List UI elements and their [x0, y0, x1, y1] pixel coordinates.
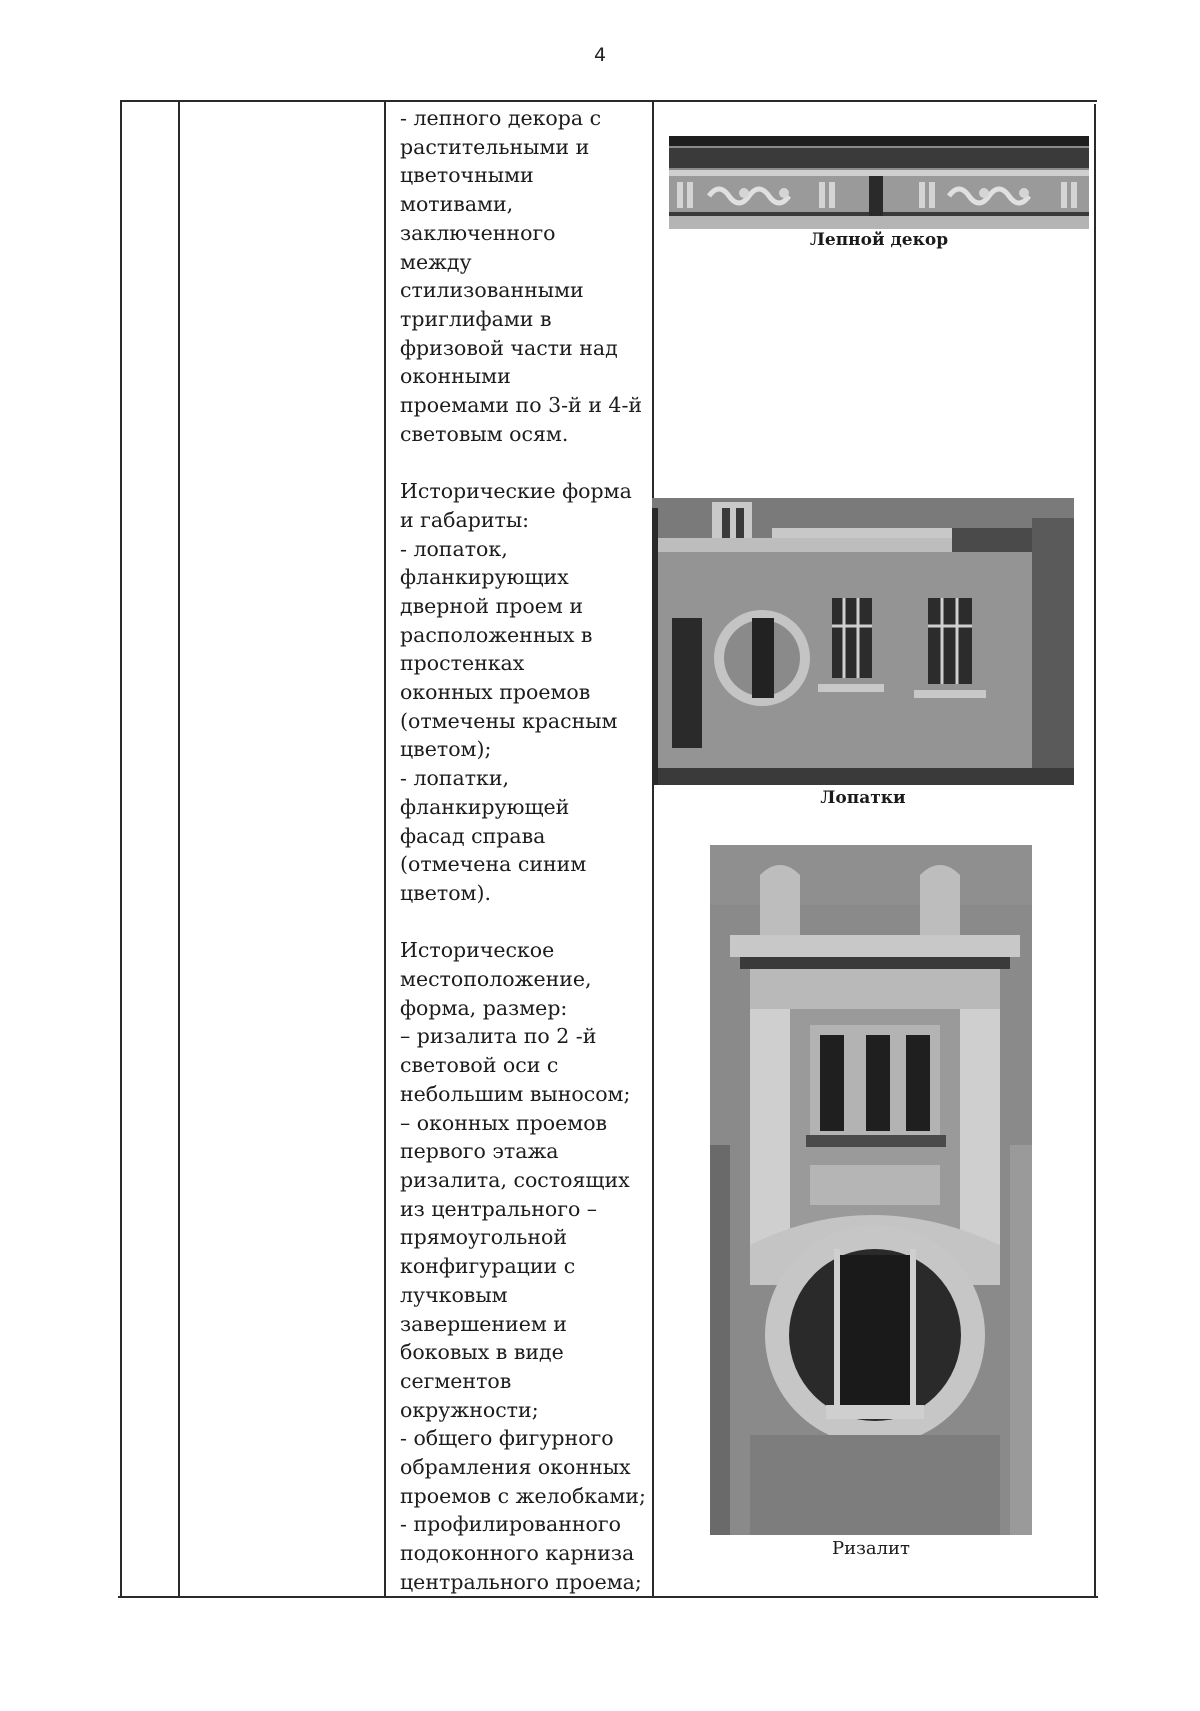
description-line: между	[400, 249, 472, 274]
table-right-border	[1094, 104, 1096, 1597]
description-line: цветочными	[400, 163, 534, 188]
description-line: - лепного декора с	[400, 106, 602, 130]
page-number: 4	[593, 44, 607, 66]
description-line: дверной проем и	[400, 593, 583, 618]
description-line: сегментов	[400, 1368, 512, 1393]
description-line: центрального проема;	[400, 1569, 642, 1594]
facade-pilasters-icon	[652, 498, 1074, 785]
stucco-frieze-icon	[669, 136, 1089, 229]
description-line: - общего фигурного	[400, 1426, 614, 1451]
risalit-photo	[710, 845, 1032, 1535]
stucco-decor-caption: Лепной декор	[809, 230, 949, 250]
description-line: фризовой части над	[400, 335, 618, 360]
description-block-stucco	[400, 104, 652, 448]
description-line: (отмечены красным	[400, 708, 618, 733]
description-line: обрамления оконных	[400, 1455, 631, 1480]
description-line: фланкирующей	[400, 794, 570, 819]
description-line: растительными и	[400, 134, 590, 159]
description-line: фасад справа	[400, 823, 546, 848]
description-block-risalit	[400, 936, 652, 1596]
risalit-caption: Ризалит	[831, 1538, 911, 1559]
table-top-border	[120, 100, 1097, 102]
description-line: цветом).	[400, 880, 491, 905]
description-line: небольшим выносом;	[400, 1081, 631, 1106]
description-line: расположенных в	[400, 622, 593, 647]
pilasters-caption: Лопатки	[820, 788, 906, 808]
description-line: простенках	[400, 651, 525, 676]
description-line: – ризалита по 2 -й	[400, 1024, 597, 1049]
description-line: форма, размер:	[400, 995, 568, 1020]
description-line: местоположение,	[400, 967, 592, 992]
table-col-2-left	[178, 100, 180, 1597]
description-line: стилизованными	[400, 278, 584, 303]
description-line: боковых в виде	[400, 1340, 564, 1365]
description-line: - профилированного	[400, 1512, 621, 1537]
description-line: оконными	[400, 364, 511, 389]
description-line: – оконных проемов	[400, 1110, 608, 1135]
description-line: первого этажа	[400, 1139, 559, 1164]
risalit-icon	[710, 845, 1032, 1535]
description-line: - лопатки,	[400, 766, 510, 791]
pilasters-photo	[652, 498, 1074, 785]
description-line: световым осям.	[400, 421, 569, 446]
description-line: Историческое	[400, 938, 555, 963]
table-col-3-left	[384, 100, 386, 1597]
description-block-pilasters	[400, 477, 652, 908]
description-line: триглифами в	[400, 306, 552, 331]
description-line: световой оси с	[400, 1053, 559, 1078]
description-line: цветом);	[400, 737, 492, 762]
description-line: подоконного карниза	[400, 1541, 635, 1566]
description-line: лучковым	[400, 1282, 508, 1307]
description-line: ризалита, состоящих	[400, 1167, 630, 1192]
description-line: прямоугольной	[400, 1225, 568, 1250]
description-line: фланкирующих	[400, 565, 569, 590]
description-line: завершением и	[400, 1311, 567, 1336]
description-line: - лопаток,	[400, 536, 508, 561]
description-line: Исторические форма	[400, 479, 632, 504]
table-col-4-left	[652, 100, 654, 1597]
description-line: мотивами,	[400, 192, 514, 217]
description-line: и габариты:	[400, 507, 530, 532]
description-line: окружности;	[400, 1397, 539, 1422]
description-line: (отмечена синим	[400, 852, 587, 877]
description-line: проемов с желобками;	[400, 1483, 646, 1508]
description-column	[400, 104, 652, 1597]
table-col-1-left	[120, 100, 122, 1597]
description-line: заключенного	[400, 220, 556, 245]
description-line: из центрального –	[400, 1196, 598, 1221]
stucco-decor-photo	[669, 136, 1089, 229]
description-line: оконных проемов	[400, 680, 591, 705]
description-line: конфигурации с	[400, 1254, 576, 1279]
description-line: проемами по 3-й и 4-й	[400, 393, 643, 418]
